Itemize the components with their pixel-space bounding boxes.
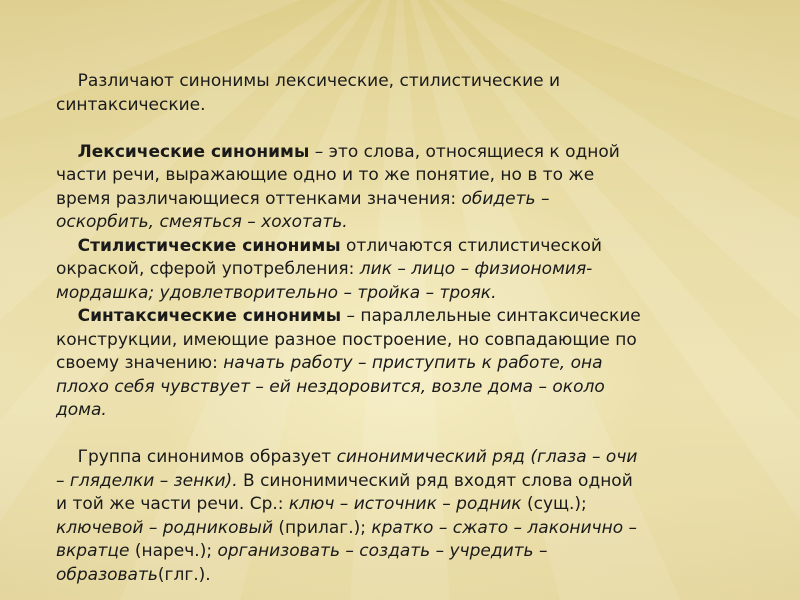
stylistic-term: Стилистические синонимы (77, 235, 341, 256)
intro-line-1: Различают синонимы лексические, стилистические и (77, 71, 561, 91)
lexical-example: оскорбить, смеяться – хохотать. (56, 212, 348, 232)
syntactic-example: начать работу – приступить к работе, она (223, 353, 603, 373)
stylistic-example: мордашка; удовлетворительно – тройка – трояк. (56, 282, 497, 303)
group-example: организовать – создать – учредить – (217, 541, 548, 561)
syntactic-term: Синтаксические синонимы (77, 306, 342, 326)
slide-text (56, 70, 756, 587)
group-example: – гляделки – зенки). (56, 470, 238, 491)
synonym-group-paragraph: Группа синонимов образует синонимический ряд (глаза – очи – гляделки – зенки). В синонимический ряд входят слова одной и той же части речи. Ср.: ключ – источник – родник (сущ.); ключевой – родниковый (прилаг.); кратко – сжато – лаконично – вкратце (нареч.); организовать – создать – учредить – образовать(глг.). (56, 447, 638, 585)
group-example: образовать (56, 564, 158, 585)
syntactic-example: дома. (56, 400, 107, 420)
syntactic-paragraph: Синтаксические синонимы – параллельные синтаксические конструкции, имеющие разное построение, но совпадающие по своему значению: начать работу – приступить к работе, она плохо себя чувствует – ей нездоровится, возле дома – около дома. (56, 306, 641, 420)
stylistic-paragraph: Стилистические синонимы отличаются стилистической окраской, сферой употребления: лик – лицо – физиономия- мордашка; удовлетворительно – тройка – трояк. (56, 235, 602, 303)
lexical-example: обидеть – (461, 188, 550, 209)
group-example: ключевой – родниковый (56, 517, 273, 538)
intro-paragraph (56, 70, 756, 117)
lexical-term: Лексические синонимы (77, 141, 310, 162)
stylistic-example: лик – лицо – физиономия- (359, 259, 593, 279)
group-example: синонимический ряд (глаза – очи (336, 447, 638, 467)
syntactic-example: плохо себя чувствует – ей нездоровится, возле дома – около (56, 376, 605, 397)
group-example: ключ – источник – родник (288, 494, 522, 514)
lexical-paragraph: Лексические синонимы – это слова, относящиеся к одной части речи, выражающие одно и то же понятие, но в то же время различающиеся оттенками значения: обидеть – оскорбить, смеяться – хохотать. (56, 141, 620, 232)
group-example: кратко – сжато – лаконично – (371, 517, 637, 538)
group-example: вкратце (56, 541, 130, 561)
intro-line-2: синтаксические. (56, 94, 206, 115)
